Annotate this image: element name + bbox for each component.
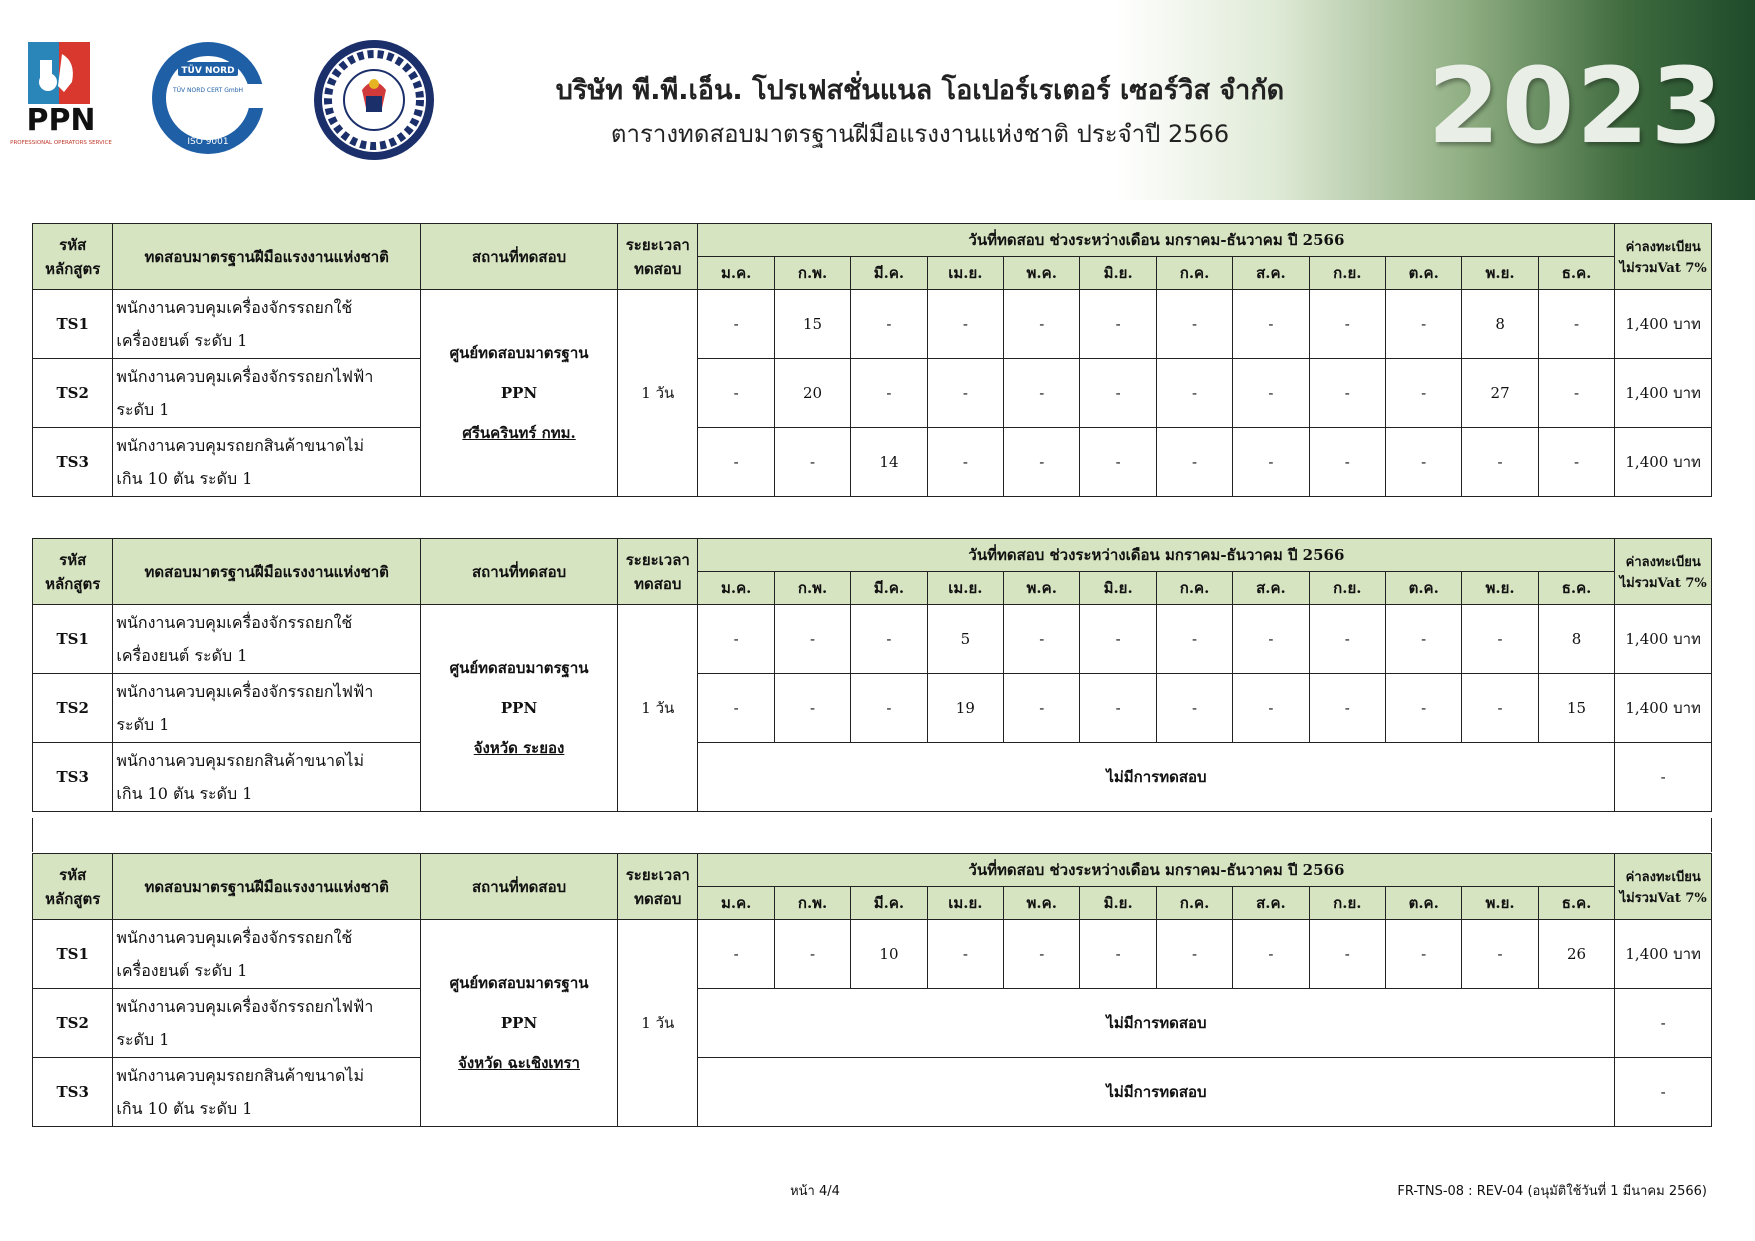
company-name: บริษัท พี.พี.เอ็น. โปรเฟสชั่นแนล โอเปอร์เรเตอร์ เซอร์วิส จำกัด [555, 75, 1285, 106]
ppn-logo-tagline: PROFESSIONAL OPERATORS SERVICE [10, 140, 112, 146]
month-date-cell: - [1080, 359, 1156, 428]
registration-fee: - [1615, 743, 1712, 812]
course-name-line: พนักงานควบคุมเครื่องจักรรถยกใช้ [116, 298, 353, 317]
month-header: ก.พ. [774, 257, 850, 290]
month-date-cell: - [1233, 359, 1309, 428]
course-code: TS1 [33, 920, 113, 989]
month-date-cell: - [698, 605, 774, 674]
test-venue [421, 290, 618, 497]
fee-header-line: ค่าลงทะเบียน [1625, 554, 1701, 570]
course-name-line: ระดับ 1 [116, 1030, 170, 1049]
month-date-cell: - [1156, 290, 1232, 359]
no-test-notice: ไม่มีการทดสอบ [698, 743, 1615, 812]
registration-fee: 1,400 บาท [1615, 674, 1712, 743]
table-spacer [32, 818, 1712, 852]
registration-fee: 1,400 บาท [1615, 290, 1712, 359]
course-code: TS3 [33, 743, 113, 812]
month-date-cell: - [851, 674, 927, 743]
venue-line: PPN [500, 1014, 538, 1032]
month-date-cell: - [1004, 428, 1080, 497]
month-header: พ.ย. [1462, 572, 1538, 605]
code-column-header [33, 854, 113, 920]
month-header: ก.ค. [1156, 257, 1232, 290]
duration-header-line: ระยะเวลา [625, 235, 690, 254]
month-date-cell: - [1309, 359, 1385, 428]
course-name-line: พนักงานควบคุมเครื่องจักรรถยกใช้ [116, 928, 353, 947]
month-date-cell: 19 [927, 674, 1003, 743]
month-date-cell: - [1080, 290, 1156, 359]
month-date-cell: - [698, 674, 774, 743]
month-header: ส.ค. [1233, 887, 1309, 920]
venue-column-header: สถานที่ทดสอบ [421, 224, 618, 290]
month-header: ม.ค. [698, 572, 774, 605]
venue-line: ศูนย์ทดสอบมาตรฐาน [449, 659, 589, 677]
table-row [33, 920, 1712, 989]
page-subtitle: ตารางทดสอบมาตรฐานฝีมือแรงงานแห่งชาติ ประจำปี 2566 [610, 120, 1230, 148]
page-header [0, 0, 1755, 200]
month-date-cell: 5 [927, 605, 1003, 674]
course-name-line: พนักงานควบคุมเครื่องจักรรถยกไฟฟ้า [116, 997, 374, 1016]
month-date-cell: - [1462, 428, 1538, 497]
course-name-line: ระดับ 1 [116, 400, 170, 419]
month-date-cell: - [1233, 290, 1309, 359]
month-date-cell: - [927, 290, 1003, 359]
table-row [33, 989, 1712, 1058]
course-name-line: พนักงานควบคุมรถยกสินค้าขนาดไม่ [116, 436, 364, 455]
schedule-table [32, 538, 1712, 812]
course-name-line: พนักงานควบคุมเครื่องจักรรถยกใช้ [116, 613, 353, 632]
course-name-line: เกิน 10 ตัน ระดับ 1 [116, 784, 253, 803]
duration-column-header [618, 224, 698, 290]
code-header-line: รหัส [59, 235, 87, 254]
duration-column-header [618, 854, 698, 920]
table-row [33, 1058, 1712, 1127]
month-date-cell: - [698, 359, 774, 428]
month-header: ต.ค. [1386, 257, 1462, 290]
course-name-line: พนักงานควบคุมเครื่องจักรรถยกไฟฟ้า [116, 682, 374, 701]
fee-header-line: ค่าลงทะเบียน [1625, 869, 1701, 885]
code-column-header [33, 224, 113, 290]
month-date-cell: - [1004, 674, 1080, 743]
code-column-header [33, 539, 113, 605]
course-name-line: พนักงานควบคุมเครื่องจักรรถยกไฟฟ้า [116, 367, 374, 386]
code-header-line: หลักสูตร [45, 889, 101, 908]
month-date-cell: - [1386, 605, 1462, 674]
fee-column-header [1615, 539, 1712, 605]
course-name-line: เครื่องยนต์ ระดับ 1 [116, 646, 248, 665]
month-date-cell: - [1538, 290, 1615, 359]
month-date-cell: - [1309, 290, 1385, 359]
venue-line: ศูนย์ทดสอบมาตรฐาน [449, 344, 589, 362]
table-row [33, 359, 1712, 428]
registration-fee: - [1615, 1058, 1712, 1127]
fee-column-header [1615, 854, 1712, 920]
duration-header-line: ระยะเวลา [625, 550, 690, 569]
venue-location: จังหวัด ฉะเชิงเทรา [458, 1054, 580, 1072]
month-header: ก.ค. [1156, 887, 1232, 920]
schedule-table [32, 223, 1712, 497]
month-date-cell: - [1309, 920, 1385, 989]
month-date-cell: - [851, 359, 927, 428]
course-name [113, 290, 421, 359]
month-date-cell: - [698, 920, 774, 989]
month-header: มิ.ย. [1080, 887, 1156, 920]
month-date-cell: - [1386, 290, 1462, 359]
month-date-cell: - [1156, 359, 1232, 428]
month-date-cell: 14 [851, 428, 927, 497]
course-column-header: ทดสอบมาตรฐานฝีมือแรงงานแห่งชาติ [113, 854, 421, 920]
registration-fee: 1,400 บาท [1615, 428, 1712, 497]
month-header: พ.ค. [1004, 257, 1080, 290]
month-date-cell: 15 [774, 290, 850, 359]
venue-location: ศรีนครินทร์ กทม. [462, 424, 576, 442]
course-name-line: เครื่องยนต์ ระดับ 1 [116, 331, 248, 350]
month-date-cell: - [1080, 605, 1156, 674]
month-date-cell: - [1156, 428, 1232, 497]
month-date-cell: - [698, 290, 774, 359]
registration-fee: 1,400 บาท [1615, 605, 1712, 674]
month-header: ส.ค. [1233, 572, 1309, 605]
month-header: มี.ค. [851, 257, 927, 290]
course-name [113, 605, 421, 674]
course-code: TS2 [33, 674, 113, 743]
course-name-line: เกิน 10 ตัน ระดับ 1 [116, 469, 253, 488]
table-row [33, 674, 1712, 743]
month-date-cell: - [1386, 920, 1462, 989]
month-date-cell: - [1386, 359, 1462, 428]
year-label: 2023 [1427, 45, 1725, 167]
month-date-cell: 8 [1538, 605, 1615, 674]
month-header: ธ.ค. [1538, 887, 1615, 920]
date-range-header: วันที่ทดสอบ ช่วงระหว่างเดือน มกราคม-ธันวาคม ปี 2566 [698, 539, 1615, 572]
ppn-logo-text: PPN [26, 103, 96, 138]
month-date-cell: - [774, 674, 850, 743]
month-header: พ.ค. [1004, 887, 1080, 920]
course-name [113, 428, 421, 497]
course-name-line: ระดับ 1 [116, 715, 170, 734]
course-name-line: เครื่องยนต์ ระดับ 1 [116, 961, 248, 980]
month-date-cell: - [1462, 674, 1538, 743]
month-header: ม.ค. [698, 887, 774, 920]
month-date-cell: - [1309, 428, 1385, 497]
test-venue [421, 920, 618, 1127]
schedule-table [32, 853, 1712, 1127]
code-header-line: รหัส [59, 865, 87, 884]
course-name [113, 1058, 421, 1127]
venue-line: ศูนย์ทดสอบมาตรฐาน [449, 974, 589, 992]
venue-location: จังหวัด ระยอง [473, 739, 565, 757]
month-header: ก.ย. [1309, 257, 1385, 290]
month-date-cell: - [1386, 428, 1462, 497]
registration-fee: - [1615, 989, 1712, 1058]
month-header: ก.ย. [1309, 572, 1385, 605]
course-name [113, 920, 421, 989]
month-header: ต.ค. [1386, 887, 1462, 920]
month-date-cell: - [1309, 674, 1385, 743]
test-duration: 1 วัน [618, 290, 698, 497]
no-test-notice: ไม่มีการทดสอบ [698, 989, 1615, 1058]
date-range-header: วันที่ทดสอบ ช่วงระหว่างเดือน มกราคม-ธันวาคม ปี 2566 [698, 854, 1615, 887]
month-date-cell: - [1233, 428, 1309, 497]
month-date-cell: - [1156, 605, 1232, 674]
month-header: พ.ย. [1462, 257, 1538, 290]
ppn-logo-icon [10, 40, 112, 150]
month-date-cell: - [1462, 605, 1538, 674]
month-date-cell: 15 [1538, 674, 1615, 743]
month-date-cell: - [1386, 674, 1462, 743]
month-header: ต.ค. [1386, 572, 1462, 605]
date-range-header: วันที่ทดสอบ ช่วงระหว่างเดือน มกราคม-ธันวาคม ปี 2566 [698, 224, 1615, 257]
month-date-cell: - [1309, 605, 1385, 674]
fee-header-line: ไม่รวมVat 7% [1619, 890, 1707, 906]
month-date-cell: - [1156, 920, 1232, 989]
month-header: ส.ค. [1233, 257, 1309, 290]
month-header: มี.ค. [851, 572, 927, 605]
month-date-cell: - [1462, 920, 1538, 989]
venue-line: PPN [500, 384, 538, 402]
course-code: TS2 [33, 359, 113, 428]
month-date-cell: - [1538, 428, 1615, 497]
fee-column-header [1615, 224, 1712, 290]
duration-header-line: ทดสอบ [634, 574, 682, 593]
code-header-line: รหัส [59, 550, 87, 569]
duration-header-line: ระยะเวลา [625, 865, 690, 884]
course-name [113, 743, 421, 812]
month-date-cell: - [1156, 674, 1232, 743]
month-header: เม.ย. [927, 887, 1003, 920]
month-date-cell: - [1004, 920, 1080, 989]
course-code: TS1 [33, 290, 113, 359]
month-date-cell: - [851, 290, 927, 359]
month-header: ก.พ. [774, 887, 850, 920]
test-venue [421, 605, 618, 812]
svg-text:TÜV NORD CERT GmbH: TÜV NORD CERT GmbH [172, 87, 244, 94]
month-date-cell: - [1004, 290, 1080, 359]
table-row [33, 743, 1712, 812]
month-date-cell: - [851, 605, 927, 674]
duration-header-line: ทดสอบ [634, 259, 682, 278]
table-row [33, 428, 1712, 497]
month-header: พ.ย. [1462, 887, 1538, 920]
svg-text:TÜV NORD: TÜV NORD [181, 66, 235, 76]
month-date-cell: - [1080, 428, 1156, 497]
month-date-cell: 20 [774, 359, 850, 428]
course-column-header: ทดสอบมาตรฐานฝีมือแรงงานแห่งชาติ [113, 539, 421, 605]
course-code: TS2 [33, 989, 113, 1058]
no-test-notice: ไม่มีการทดสอบ [698, 1058, 1615, 1127]
test-duration: 1 วัน [618, 605, 698, 812]
code-header-line: หลักสูตร [45, 574, 101, 593]
course-code: TS3 [33, 428, 113, 497]
course-name [113, 359, 421, 428]
month-date-cell: - [1004, 605, 1080, 674]
table-header-row [33, 224, 1712, 257]
svg-text:ISO 9001: ISO 9001 [187, 137, 229, 147]
month-header: ก.พ. [774, 572, 850, 605]
course-column-header: ทดสอบมาตรฐานฝีมือแรงงานแห่งชาติ [113, 224, 421, 290]
code-header-line: หลักสูตร [45, 259, 101, 278]
month-header: มิ.ย. [1080, 257, 1156, 290]
month-header: เม.ย. [927, 572, 1003, 605]
month-header: ก.ค. [1156, 572, 1232, 605]
page-number: หน้า 4/4 [790, 1184, 840, 1199]
month-header: มี.ค. [851, 887, 927, 920]
course-name-line: เกิน 10 ตัน ระดับ 1 [116, 1099, 253, 1118]
month-header: เม.ย. [927, 257, 1003, 290]
table-header-row [33, 539, 1712, 572]
month-header: ธ.ค. [1538, 257, 1615, 290]
month-date-cell: - [1538, 359, 1615, 428]
fee-header-line: ไม่รวมVat 7% [1619, 575, 1707, 591]
month-date-cell: - [1080, 674, 1156, 743]
month-date-cell: - [1233, 920, 1309, 989]
table-row [33, 605, 1712, 674]
month-header: มิ.ย. [1080, 572, 1156, 605]
month-header: ม.ค. [698, 257, 774, 290]
month-date-cell: - [1004, 359, 1080, 428]
month-date-cell: - [698, 428, 774, 497]
month-date-cell: - [927, 920, 1003, 989]
month-date-cell: - [927, 428, 1003, 497]
government-seal-icon [312, 38, 436, 162]
month-date-cell: - [1080, 920, 1156, 989]
fee-header-line: ไม่รวมVat 7% [1619, 260, 1707, 276]
table-header-row [33, 854, 1712, 887]
month-date-cell: - [774, 605, 850, 674]
month-date-cell: 8 [1462, 290, 1538, 359]
month-date-cell: 10 [851, 920, 927, 989]
month-header: พ.ค. [1004, 572, 1080, 605]
venue-column-header: สถานที่ทดสอบ [421, 539, 618, 605]
month-date-cell: - [927, 359, 1003, 428]
month-date-cell: - [774, 428, 850, 497]
duration-header-line: ทดสอบ [634, 889, 682, 908]
duration-column-header [618, 539, 698, 605]
table-row [33, 290, 1712, 359]
fee-header-line: ค่าลงทะเบียน [1625, 239, 1701, 255]
registration-fee: 1,400 บาท [1615, 920, 1712, 989]
month-date-cell: 26 [1538, 920, 1615, 989]
venue-column-header: สถานที่ทดสอบ [421, 854, 618, 920]
registration-fee: 1,400 บาท [1615, 359, 1712, 428]
test-duration: 1 วัน [618, 920, 698, 1127]
month-header: ก.ย. [1309, 887, 1385, 920]
month-header: ธ.ค. [1538, 572, 1615, 605]
month-date-cell: - [1233, 605, 1309, 674]
month-date-cell: - [774, 920, 850, 989]
document-reference: FR-TNS-08 : REV-04 (อนุมัติใช้วันที่ 1 มีนาคม 2566) [1397, 1184, 1707, 1199]
course-code: TS1 [33, 605, 113, 674]
course-name-line: พนักงานควบคุมรถยกสินค้าขนาดไม่ [116, 1066, 364, 1085]
course-name [113, 674, 421, 743]
course-name-line: พนักงานควบคุมรถยกสินค้าขนาดไม่ [116, 751, 364, 770]
course-name [113, 989, 421, 1058]
tuv-nord-logo-icon [150, 40, 266, 156]
course-code: TS3 [33, 1058, 113, 1127]
month-date-cell: - [1233, 674, 1309, 743]
month-date-cell: 27 [1462, 359, 1538, 428]
venue-line: PPN [500, 699, 538, 717]
